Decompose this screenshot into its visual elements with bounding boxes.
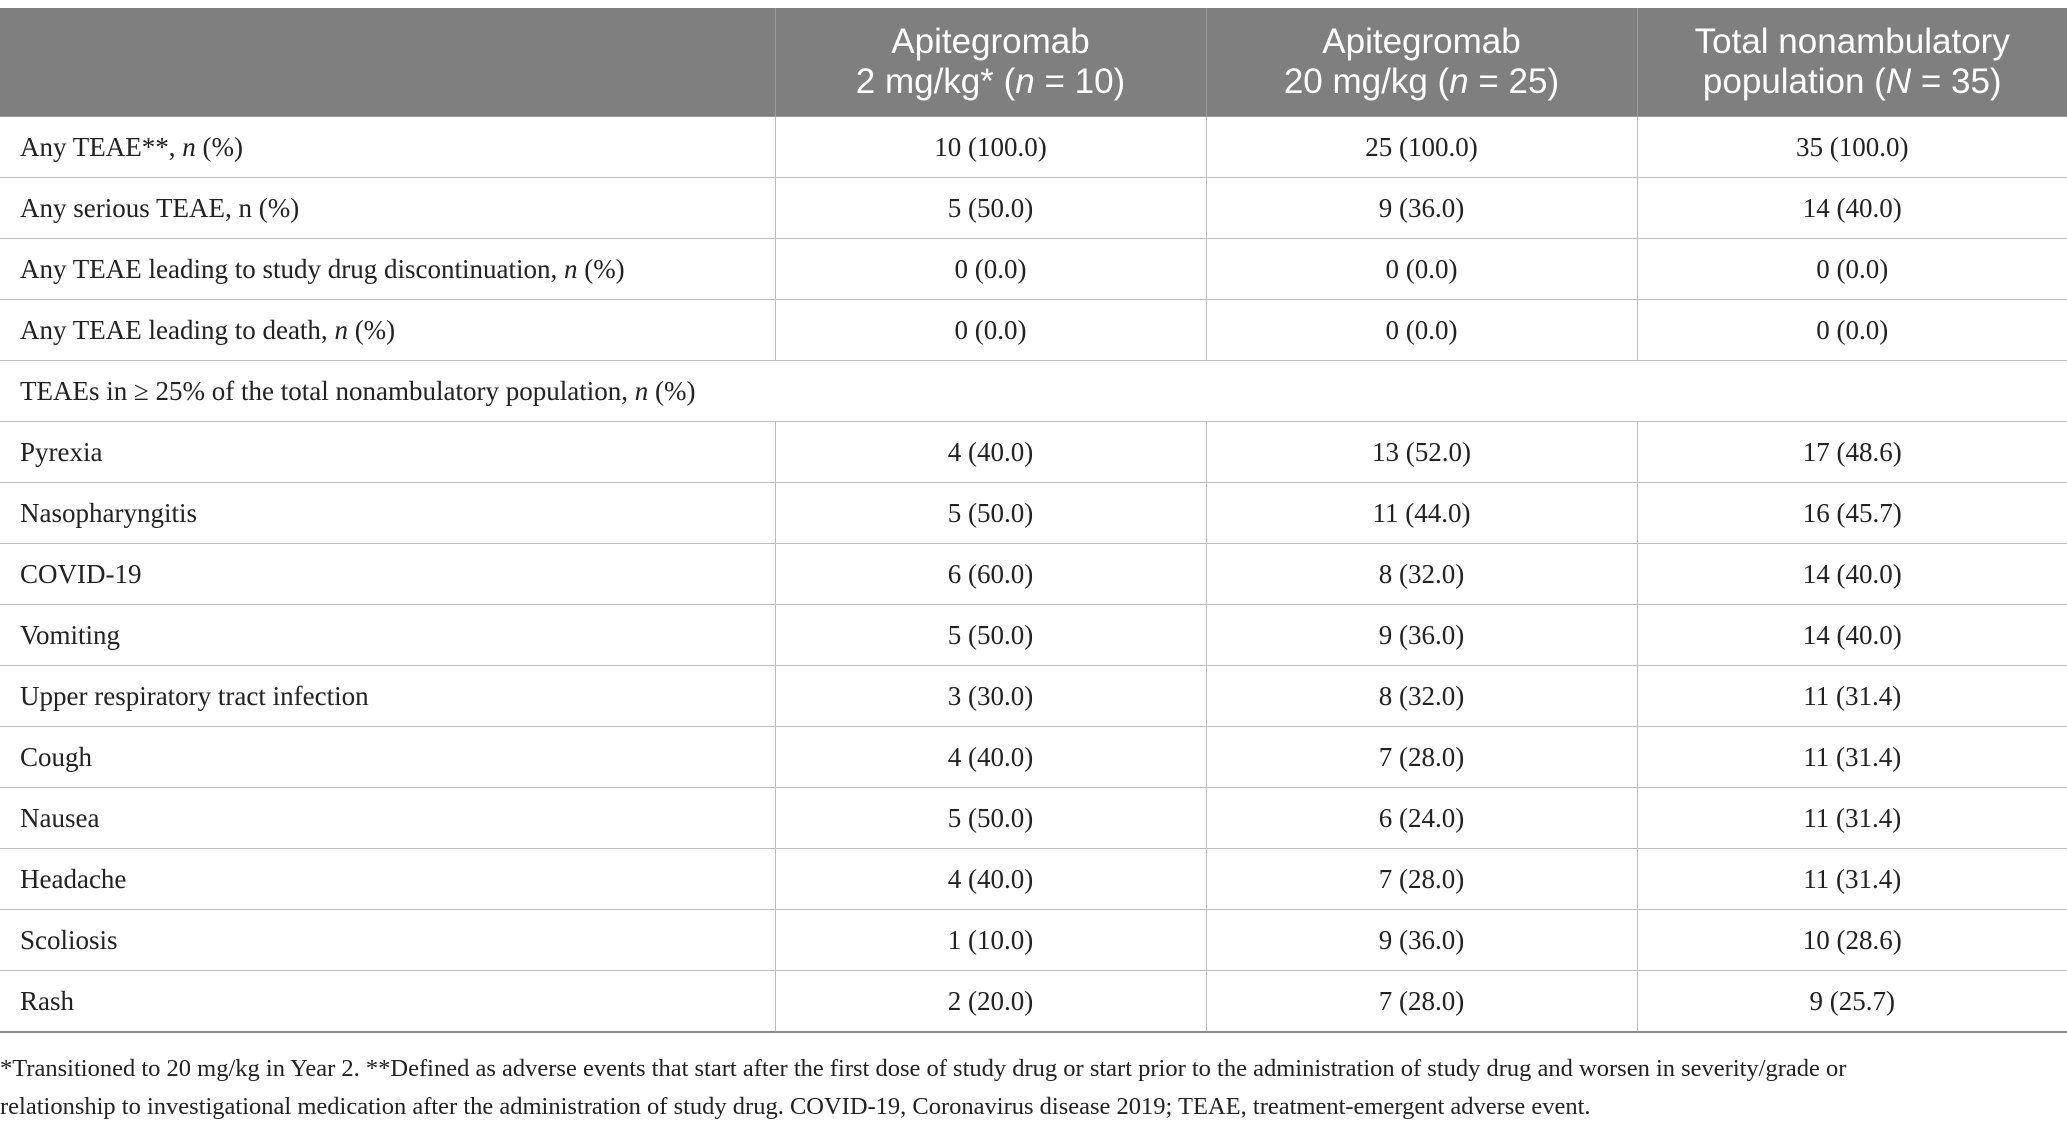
- value-cell: 14 (40.0): [1637, 544, 2067, 605]
- row-label: Scoliosis: [0, 910, 775, 971]
- value-cell: 11 (31.4): [1637, 727, 2067, 788]
- value-cell: 0 (0.0): [1637, 239, 2067, 300]
- header-cell: [1206, 8, 1637, 117]
- value-cell: 4 (40.0): [775, 422, 1206, 483]
- value-cell: 7 (28.0): [1206, 849, 1637, 910]
- header-line: Apitegromab: [1322, 22, 1521, 61]
- value-cell: 6 (60.0): [775, 544, 1206, 605]
- header-line: Apitegromab: [891, 22, 1090, 61]
- value-cell: 5 (50.0): [775, 605, 1206, 666]
- header-line: population (N = 35): [1702, 62, 2002, 101]
- row-label: Any serious TEAE, n (%): [0, 178, 775, 239]
- value-cell: 9 (36.0): [1206, 605, 1637, 666]
- table-row: [0, 422, 2067, 483]
- table-row: [0, 178, 2067, 239]
- row-label: Nausea: [0, 788, 775, 849]
- row-label: Any TEAE leading to study drug discontinuation, n (%): [0, 239, 775, 300]
- value-cell: 13 (52.0): [1206, 422, 1637, 483]
- table-row: [0, 849, 2067, 910]
- header-cell: [775, 8, 1206, 117]
- table-container: [0, 8, 2067, 1033]
- row-label: Any TEAE leading to death, n (%): [0, 300, 775, 361]
- value-cell: 5 (50.0): [775, 178, 1206, 239]
- table-row: [0, 971, 2067, 1033]
- value-cell: 0 (0.0): [775, 239, 1206, 300]
- row-label: Upper respiratory tract infection: [0, 666, 775, 727]
- header-cell-empty: [0, 8, 775, 117]
- row-label: Pyrexia: [0, 422, 775, 483]
- value-cell: 0 (0.0): [1637, 300, 2067, 361]
- value-cell: 5 (50.0): [775, 483, 1206, 544]
- value-cell: 35 (100.0): [1637, 117, 2067, 178]
- header-line: 20 mg/kg (n = 25): [1283, 62, 1560, 101]
- value-cell: 8 (32.0): [1206, 544, 1637, 605]
- value-cell: 6 (24.0): [1206, 788, 1637, 849]
- value-cell: 1 (10.0): [775, 910, 1206, 971]
- value-cell: 7 (28.0): [1206, 727, 1637, 788]
- table-row: [0, 727, 2067, 788]
- value-cell: 0 (0.0): [775, 300, 1206, 361]
- table-row: [0, 910, 2067, 971]
- header-row: [0, 8, 2067, 117]
- row-label: Headache: [0, 849, 775, 910]
- footnote-line: relationship to investigational medication after the administration of study drug. COVID-19, Coronavirus disease 2019; TEAE, treatment-emergent adverse event.: [0, 1093, 1591, 1120]
- value-cell: 4 (40.0): [775, 849, 1206, 910]
- table-row: [0, 605, 2067, 666]
- table-footnote: [0, 1050, 2060, 1126]
- table-row: [0, 788, 2067, 849]
- value-cell: 14 (40.0): [1637, 605, 2067, 666]
- value-cell: 11 (44.0): [1206, 483, 1637, 544]
- value-cell: 11 (31.4): [1637, 788, 2067, 849]
- value-cell: 8 (32.0): [1206, 666, 1637, 727]
- table-row: [0, 544, 2067, 605]
- value-cell: 16 (45.7): [1637, 483, 2067, 544]
- section-row: [0, 361, 2067, 422]
- row-label: Cough: [0, 727, 775, 788]
- table-row: [0, 300, 2067, 361]
- value-cell: 14 (40.0): [1637, 178, 2067, 239]
- value-cell: 7 (28.0): [1206, 971, 1637, 1033]
- row-label: Any TEAE**, n (%): [0, 117, 775, 178]
- header-line: 2 mg/kg* (n = 10): [855, 62, 1126, 101]
- value-cell: 9 (36.0): [1206, 910, 1637, 971]
- header-cell: [1637, 8, 2067, 117]
- table-body: [0, 117, 2067, 1033]
- value-cell: 9 (25.7): [1637, 971, 2067, 1033]
- value-cell: 11 (31.4): [1637, 666, 2067, 727]
- adverse-events-table: [0, 8, 2067, 1033]
- table-row: [0, 239, 2067, 300]
- table-row: [0, 117, 2067, 178]
- value-cell: 9 (36.0): [1206, 178, 1637, 239]
- row-label: Nasopharyngitis: [0, 483, 775, 544]
- value-cell: 10 (100.0): [775, 117, 1206, 178]
- value-cell: 10 (28.6): [1637, 910, 2067, 971]
- table-row: [0, 666, 2067, 727]
- value-cell: 11 (31.4): [1637, 849, 2067, 910]
- table-row: [0, 483, 2067, 544]
- value-cell: 5 (50.0): [775, 788, 1206, 849]
- table-header: [0, 8, 2067, 117]
- row-label: COVID-19: [0, 544, 775, 605]
- value-cell: 0 (0.0): [1206, 239, 1637, 300]
- header-line: Total nonambulatory: [1694, 22, 2010, 61]
- value-cell: 3 (30.0): [775, 666, 1206, 727]
- value-cell: 0 (0.0): [1206, 300, 1637, 361]
- row-label: Rash: [0, 971, 775, 1033]
- footnote-line: *Transitioned to 20 mg/kg in Year 2. **Defined as adverse events that start after the first dose of study drug or start prior to the administration of study drug and worsen in severity/grade or: [0, 1055, 1847, 1082]
- section-label: TEAEs in ≥ 25% of the total nonambulatory population, n (%): [0, 361, 2067, 422]
- value-cell: 17 (48.6): [1637, 422, 2067, 483]
- value-cell: 4 (40.0): [775, 727, 1206, 788]
- value-cell: 2 (20.0): [775, 971, 1206, 1033]
- value-cell: 25 (100.0): [1206, 117, 1637, 178]
- row-label: Vomiting: [0, 605, 775, 666]
